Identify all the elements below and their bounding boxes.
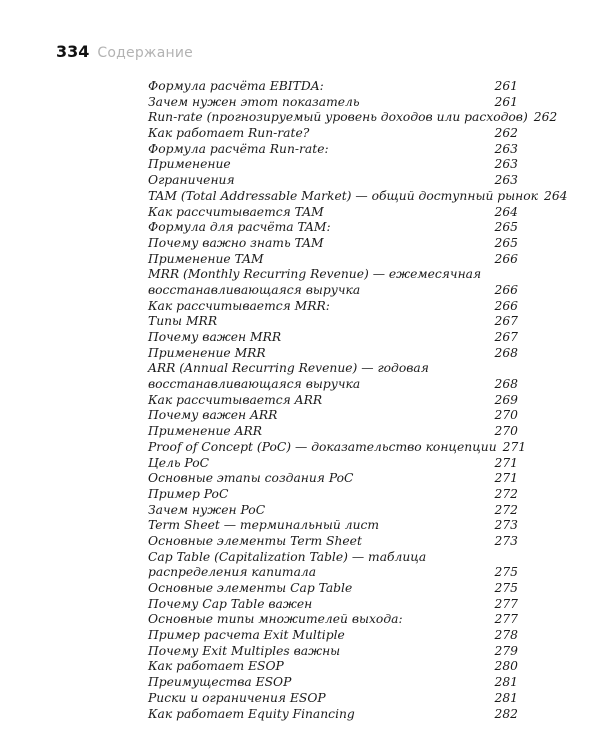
toc-item-row — [148, 707, 518, 723]
toc-item-row — [148, 393, 518, 409]
toc-item-page-number: 264 — [494, 204, 518, 219]
toc-item-row — [148, 534, 518, 550]
toc-item-page-number: 265 — [494, 220, 518, 235]
toc-item[interactable] — [148, 188, 568, 205]
toc-item-page-number: 271 — [502, 439, 527, 454]
toc-item-title: восстанавливающаяся выручка — [148, 282, 361, 297]
toc-item[interactable] — [148, 456, 518, 472]
toc-item-title: Основные типы множителей выхода: — [148, 612, 403, 627]
running-title: Содержание — [97, 45, 193, 61]
toc-item-title: Основные элементы Term Sheet — [148, 533, 362, 548]
toc-item-title: Почему Exit Multiples важны — [148, 643, 341, 658]
toc-item-page-number: 281 — [494, 690, 518, 705]
toc-item-page-number: 266 — [494, 282, 518, 297]
toc-item-title: Proof of Concept (PoC) — доказательство концепции — [148, 439, 497, 454]
toc-item[interactable] — [148, 393, 518, 409]
toc-item-title: Почему важен ARR — [148, 408, 278, 423]
toc-item-page-number: 266 — [494, 251, 518, 266]
toc-item-page-number: 273 — [494, 518, 518, 533]
toc-item[interactable] — [148, 205, 518, 221]
page-header — [56, 42, 193, 64]
toc-item-title: Term Sheet — терминальный лист — [148, 518, 380, 533]
toc-item-page-number: 261 — [494, 79, 518, 93]
toc-item-row — [148, 644, 518, 660]
toc-item[interactable] — [148, 408, 518, 424]
toc-item-row — [148, 424, 518, 440]
toc-item-title: Риски и ограничения ESOP — [148, 690, 326, 705]
toc-item-row — [148, 95, 518, 111]
toc-item-page-number: 262 — [533, 110, 558, 125]
toc-item-page-number: 272 — [494, 502, 518, 517]
toc-item-page-number: 277 — [494, 612, 518, 627]
toc-item-title: Применение MRR — [148, 345, 266, 360]
toc-item-page-number: 263 — [494, 141, 518, 156]
toc-item-page-number: 271 — [494, 455, 518, 470]
toc-item-title: Преимущества ESOP — [148, 675, 292, 690]
toc-item-row — [148, 675, 518, 691]
toc-item[interactable] — [148, 518, 518, 534]
toc-item-title: Зачем нужен этот показатель — [148, 94, 360, 109]
toc-item-row — [148, 597, 518, 613]
toc-item-page-number: 280 — [494, 659, 518, 674]
toc-item-title: Формула расчёта Run-rate: — [148, 141, 329, 156]
toc-item-row — [148, 581, 518, 597]
toc-item-title: Основные этапы создания PoC — [148, 471, 354, 486]
toc-item-row — [148, 659, 518, 675]
toc-item-title: Как работает ESOP — [148, 659, 284, 674]
toc-item-row — [148, 628, 518, 644]
toc-item-title: Ограничения — [148, 173, 235, 188]
toc-item[interactable] — [148, 691, 518, 707]
toc-item-row — [148, 283, 518, 299]
toc-item-page-number: 268 — [494, 345, 518, 360]
toc-item[interactable] — [148, 95, 518, 111]
toc-item[interactable] — [148, 471, 518, 487]
toc-item[interactable] — [148, 581, 518, 597]
toc-item[interactable] — [148, 675, 518, 691]
toc-item-row — [148, 612, 518, 628]
toc-item[interactable] — [148, 236, 518, 252]
toc-item-title: Применение ARR — [148, 424, 262, 439]
toc-item-title: Зачем нужен PoC — [148, 502, 266, 517]
toc-item-title: Почему важно знать TAM — [148, 235, 324, 250]
toc-item-row — [148, 456, 518, 472]
toc-item[interactable] — [148, 424, 518, 440]
toc-item-page-number: 267 — [494, 314, 518, 329]
toc-item-page-number: 270 — [494, 424, 518, 439]
toc-item-row — [148, 565, 518, 581]
toc-item-row — [148, 487, 518, 503]
toc-item-page-number: 264 — [544, 188, 568, 203]
toc-item-row — [148, 299, 518, 315]
toc-item-page-number: 266 — [494, 298, 518, 313]
toc-item-title: Как работает Run-rate? — [148, 126, 310, 141]
toc-item[interactable] — [148, 534, 518, 550]
toc-item-page-number: 279 — [494, 643, 518, 658]
toc-item-page-number: 268 — [494, 377, 518, 392]
table-of-contents — [148, 79, 568, 722]
toc-item-row — [148, 330, 518, 346]
toc-item[interactable] — [148, 330, 518, 346]
toc-item[interactable] — [148, 628, 518, 644]
toc-item[interactable] — [148, 503, 518, 519]
toc-item-page-number: 272 — [494, 486, 518, 501]
toc-item-row — [148, 205, 518, 221]
toc-item-title: распределения капитала — [148, 565, 317, 580]
toc-item[interactable] — [148, 252, 518, 268]
toc-item-title: Пример расчета Exit Multiple — [148, 628, 345, 643]
toc-item-page-number: 267 — [494, 330, 518, 344]
toc-item-page-number: 263 — [494, 173, 518, 188]
toc-item-row — [148, 188, 568, 205]
toc-item-title: Как рассчитывается MRR: — [148, 298, 330, 313]
toc-item-row — [148, 126, 518, 142]
toc-item-title: Почему важен MRR — [148, 330, 282, 344]
toc-item-title-line: MRR (Monthly Recurring Revenue) — ежемесячная — [148, 267, 482, 282]
toc-item-title: Как рассчитывается ARR — [148, 392, 323, 407]
toc-item-page-number: 262 — [494, 126, 518, 141]
toc-item-row — [148, 220, 518, 236]
page-number: 334 — [56, 42, 90, 61]
toc-item-row — [148, 518, 518, 534]
toc-item-title: Почему Cap Table важен — [148, 596, 313, 611]
toc-item-title: Типы MRR — [148, 314, 218, 329]
toc-item[interactable] — [148, 487, 518, 503]
toc-item-page-number: 282 — [494, 706, 518, 721]
toc-item-page-number: 265 — [494, 235, 518, 250]
toc-item-row — [148, 346, 518, 362]
toc-item-page-number: 281 — [494, 675, 518, 690]
toc-item-title: Как рассчитывается TAM — [148, 204, 324, 219]
toc-item[interactable] — [148, 126, 518, 142]
toc-item-title: Основные элементы Cap Table — [148, 581, 353, 595]
toc-item[interactable] — [148, 550, 518, 581]
toc-item-page-number: 263 — [494, 157, 518, 172]
toc-item-title: Применение — [148, 157, 231, 172]
toc-item[interactable] — [148, 142, 518, 158]
toc-item[interactable] — [148, 173, 518, 189]
toc-item[interactable] — [148, 439, 527, 456]
toc-item-page-number: 269 — [494, 392, 518, 407]
toc-item-title: Формула расчёта EBITDA: — [148, 79, 324, 93]
toc-item[interactable] — [148, 597, 518, 613]
toc-item-row — [148, 503, 518, 519]
toc-item-title: восстанавливающаяся выручка — [148, 377, 361, 392]
toc-item[interactable] — [148, 110, 558, 126]
toc-item-row — [148, 439, 527, 456]
toc-item-row — [148, 110, 558, 126]
toc-item-title: Пример PoC — [148, 486, 229, 501]
toc-item[interactable] — [148, 157, 518, 173]
toc-item-title: Run-rate (прогнозируемый уровень доходов или расходов) — [148, 110, 528, 125]
toc-item-page-number: 278 — [494, 628, 518, 643]
toc-item-page-number: 275 — [494, 581, 518, 595]
toc-item-row — [148, 377, 518, 393]
toc-item-row — [148, 173, 518, 189]
toc-item-row — [148, 314, 518, 330]
toc-item-row — [148, 79, 518, 95]
toc-item[interactable] — [148, 707, 518, 723]
toc-item[interactable] — [148, 299, 518, 315]
toc-item-title: Как работает Equity Financing — [148, 706, 355, 721]
toc-item[interactable] — [148, 612, 518, 628]
toc-item-title: Цель PoC — [148, 455, 210, 470]
toc-item-row — [148, 408, 518, 424]
toc-item-row — [148, 691, 518, 707]
toc-item-title-line: ARR (Annual Recurring Revenue) — годовая — [148, 361, 429, 376]
toc-item-page-number: 277 — [494, 596, 518, 611]
toc-item-page-number: 273 — [494, 533, 518, 548]
toc-item-title: Формула для расчёта TAM: — [148, 220, 331, 235]
toc-item[interactable] — [148, 267, 518, 298]
toc-item-title: TAM (Total Addressable Market) — общий доступный рынок — [148, 188, 539, 203]
toc-item[interactable] — [148, 79, 518, 95]
toc-item-row — [148, 471, 518, 487]
toc-item[interactable] — [148, 659, 518, 675]
toc-item-page-number: 270 — [494, 408, 518, 423]
toc-item[interactable] — [148, 314, 518, 330]
toc-item-row — [148, 142, 518, 158]
toc-item-row — [148, 252, 518, 268]
toc-item[interactable] — [148, 346, 518, 362]
toc-item-row — [148, 236, 518, 252]
toc-item[interactable] — [148, 361, 518, 392]
toc-item-page-number: 261 — [494, 94, 518, 109]
toc-item-title: Применение TAM — [148, 251, 264, 266]
toc-item-row — [148, 157, 518, 173]
toc-item-page-number: 271 — [494, 471, 518, 486]
toc-item[interactable] — [148, 644, 518, 660]
toc-item-page-number: 275 — [494, 565, 518, 580]
toc-item-title-line: Cap Table (Capitalization Table) — таблица — [148, 549, 427, 564]
toc-item[interactable] — [148, 220, 518, 236]
